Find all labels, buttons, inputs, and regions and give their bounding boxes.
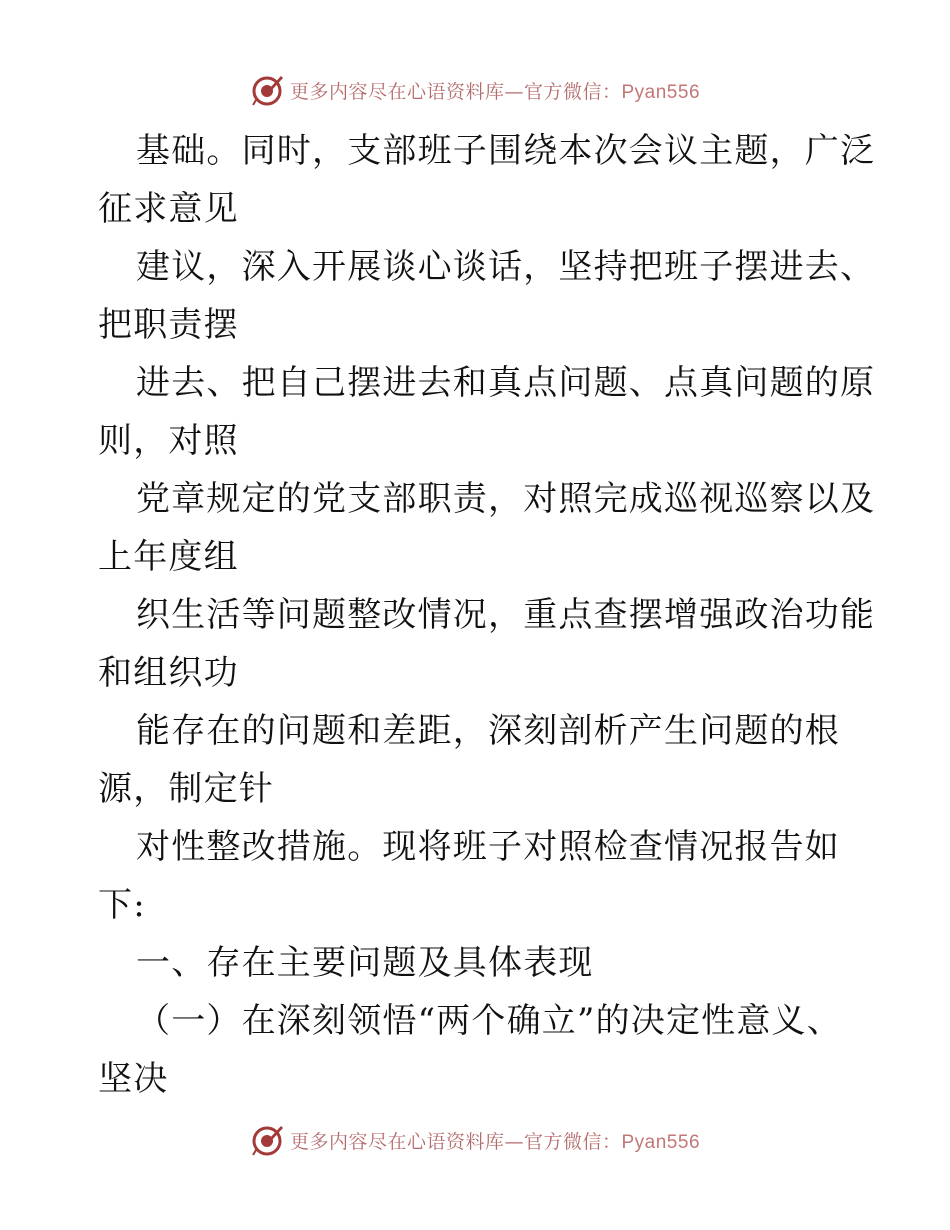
document-body — [98, 122, 876, 1108]
text-line: 基础。同时，支部班子围绕本次会议主题，广泛 — [136, 131, 876, 171]
watermark-brand: 更多内容尽在心语资料库 — [289, 1130, 505, 1153]
text-line: 源，制定针 — [98, 769, 274, 809]
text-line: 能存在的问题和差距，深刻剖析产生问题的根 — [136, 711, 840, 751]
header-watermark — [0, 70, 950, 110]
text-line: 建议，深入开展谈心谈话，坚持把班子摆进去、 — [136, 247, 876, 287]
watermark-wechat-id: Pyan556 — [621, 1131, 701, 1153]
footer-watermark — [0, 1120, 950, 1160]
quill-pen-seal-icon — [250, 73, 284, 107]
subsection-heading: （一）在深刻领悟“两个确立”的决定性意义、 — [136, 1001, 842, 1041]
text-line: 织生活等问题整改情况，重点查摆增强政治功能 — [136, 595, 876, 635]
text-line: 把职责摆 — [98, 305, 239, 345]
quill-pen-seal-icon — [250, 1123, 284, 1157]
text-line: 则，对照 — [98, 421, 239, 461]
watermark-brand: 更多内容尽在心语资料库 — [289, 80, 505, 103]
text-line: 和组织功 — [98, 653, 239, 693]
text-line: 党章规定的党支部职责，对照完成巡视巡察以及 — [136, 479, 876, 519]
text-line: 征求意见 — [98, 189, 239, 229]
text-line: 对性整改措施。现将班子对照检查情况报告如 — [136, 827, 840, 867]
watermark-separator: — — [504, 80, 524, 103]
text-line: 坚决 — [98, 1059, 169, 1099]
watermark-contact-prefix: 官方微信： — [523, 1130, 622, 1153]
watermark-wechat-id: Pyan556 — [621, 81, 701, 103]
section-heading: 一、存在主要问题及具体表现 — [136, 943, 594, 983]
text-line: 下: — [98, 885, 146, 925]
watermark-contact-prefix: 官方微信： — [523, 80, 622, 103]
text-line: 进去、把自己摆进去和真点问题、点真问题的原 — [136, 363, 876, 403]
text-line: 上年度组 — [98, 537, 239, 577]
watermark-separator: — — [504, 1130, 524, 1153]
